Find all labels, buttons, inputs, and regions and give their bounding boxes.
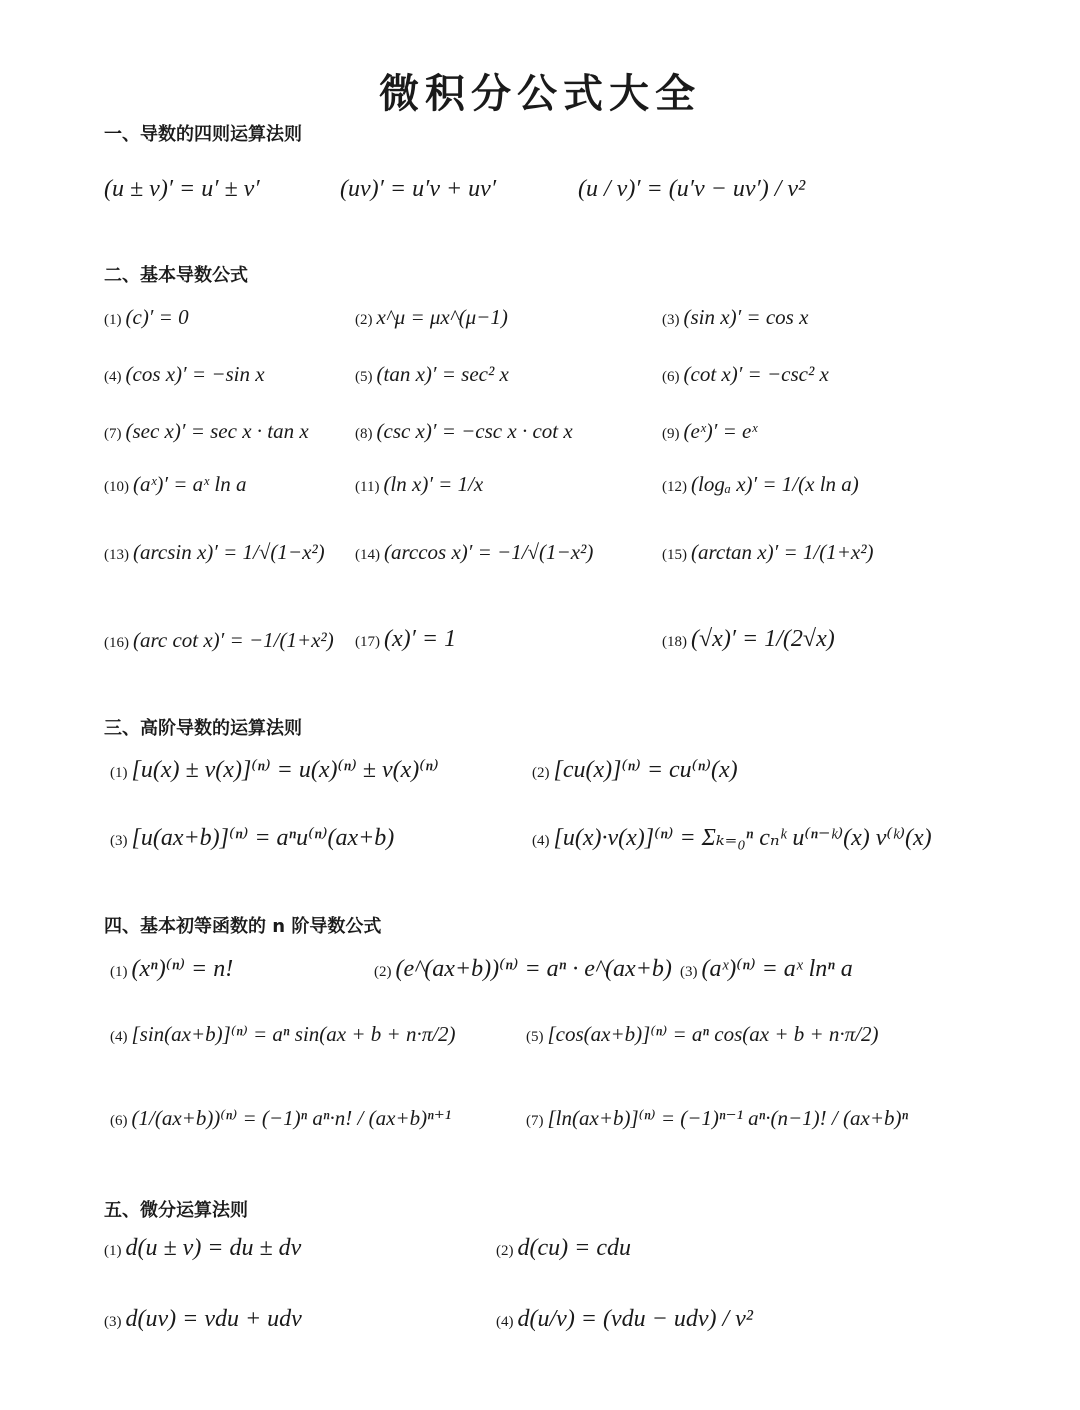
formula <box>662 419 757 444</box>
formula-text: (sec x)′ = sec x · tan x <box>125 419 309 443</box>
formula-text: (sin x)′ = cos x <box>683 305 809 329</box>
formula-number: (7) <box>526 1113 544 1129</box>
formula-number: (5) <box>526 1029 544 1045</box>
formula <box>526 1022 879 1047</box>
formula <box>104 1306 302 1333</box>
formula <box>578 176 805 203</box>
formula-text: [cos(ax+b)]⁽ⁿ⁾ = aⁿ cos(ax + b + n·π/2) <box>547 1022 879 1046</box>
formula <box>104 628 334 653</box>
formula-text: (1/(ax+b))⁽ⁿ⁾ = (−1)ⁿ aⁿ·n! / (ax+b)ⁿ⁺¹ <box>131 1106 452 1130</box>
formula-text: (cot x)′ = −csc² x <box>683 362 829 386</box>
formula-text: (√x)′ = 1/(2√x) <box>691 626 835 652</box>
formula-text: (cos x)′ = −sin x <box>125 362 265 386</box>
formula <box>104 362 265 387</box>
formula-number: (1) <box>110 964 128 980</box>
formula-text: [u(ax+b)]⁽ⁿ⁾ = aⁿu⁽ⁿ⁾(ax+b) <box>131 825 395 851</box>
formula-number: (7) <box>104 426 122 442</box>
formula-number: (3) <box>110 833 128 849</box>
formula-text: (e^(ax+b))⁽ⁿ⁾ = aⁿ · e^(ax+b) <box>395 956 672 982</box>
formula-text: d(cu) = cdu <box>517 1235 631 1261</box>
formula <box>110 823 394 852</box>
formula <box>662 362 829 387</box>
formula <box>374 954 672 983</box>
formula-number: (15) <box>662 547 687 563</box>
formula-number: (4) <box>532 833 550 849</box>
section-heading-2: 二、基本导数公式 <box>104 265 248 286</box>
formula <box>340 176 496 203</box>
formula-text: (ln x)′ = 1/x <box>383 472 484 496</box>
formula-text: (aˣ)⁽ⁿ⁾ = aˣ lnⁿ a <box>701 956 853 982</box>
formula <box>104 305 189 330</box>
formula <box>532 823 932 852</box>
formula-number: (1) <box>104 1243 122 1259</box>
formula-number: (3) <box>662 312 680 328</box>
formula <box>496 1306 753 1333</box>
formula-number: (2) <box>532 765 550 781</box>
formula-text: (csc x)′ = −csc x · cot x <box>376 419 573 443</box>
formula-text: (tan x)′ = sec² x <box>376 362 509 386</box>
formula-number: (3) <box>680 964 698 980</box>
formula-number: (2) <box>355 312 373 328</box>
formula-text: (xⁿ)⁽ⁿ⁾ = n! <box>131 956 234 982</box>
formula-text: [u(x)·v(x)]⁽ⁿ⁾ = Σₖ₌₀ⁿ cₙᵏ u⁽ⁿ⁻ᵏ⁾(x) v⁽ᵏ⁾(x) <box>553 825 932 851</box>
formula <box>662 540 873 565</box>
formula-number: (9) <box>662 426 680 442</box>
formula <box>110 954 233 983</box>
formula-number: (8) <box>355 426 373 442</box>
section-heading-1: 一、导数的四则运算法则 <box>104 124 302 145</box>
formula-text: d(u ± v) = du ± dv <box>125 1235 302 1261</box>
formula-text: (eˣ)′ = eˣ <box>683 419 758 443</box>
formula <box>355 305 508 330</box>
formula-text: (arc cot x)′ = −1/(1+x²) <box>133 628 334 652</box>
page-title: 微积分公式大全 <box>379 71 701 117</box>
formula-number: (10) <box>104 479 129 495</box>
formula <box>662 305 808 330</box>
formula-number: (12) <box>662 479 687 495</box>
formula-text: (uv)′ = u′v + uv′ <box>340 176 497 202</box>
formula-number: (2) <box>496 1243 514 1259</box>
formula <box>526 1106 908 1131</box>
formula <box>355 540 593 565</box>
formula-number: (4) <box>496 1314 514 1330</box>
formula <box>355 626 456 653</box>
formula <box>355 419 573 444</box>
section-heading-3: 三、高阶导数的运算法则 <box>104 718 302 739</box>
formula <box>496 1235 631 1262</box>
formula <box>110 1106 451 1131</box>
formula-text: [ln(ax+b)]⁽ⁿ⁾ = (−1)ⁿ⁻¹ aⁿ·(n−1)! / (ax+b)ⁿ <box>547 1106 909 1130</box>
formula-text: (x)′ = 1 <box>384 626 457 652</box>
formula <box>104 1235 301 1262</box>
formula-text: [sin(ax+b)]⁽ⁿ⁾ = aⁿ sin(ax + b + n·π/2) <box>131 1022 456 1046</box>
formula-number: (6) <box>110 1113 128 1129</box>
formula <box>110 755 439 784</box>
formula-text: (arctan x)′ = 1/(1+x²) <box>691 540 874 564</box>
formula-number: (3) <box>104 1314 122 1330</box>
formula <box>104 419 309 444</box>
formula <box>104 176 260 203</box>
formula-text: d(uv) = vdu + udv <box>125 1306 302 1332</box>
formula-number: (4) <box>104 369 122 385</box>
formula-number: (16) <box>104 635 129 651</box>
formula-number: (13) <box>104 547 129 563</box>
formula-number: (1) <box>104 312 122 328</box>
formula-text: [cu(x)]⁽ⁿ⁾ = cu⁽ⁿ⁾(x) <box>553 757 738 783</box>
formula-text: [u(x) ± v(x)]⁽ⁿ⁾ = u(x)⁽ⁿ⁾ ± v(x)⁽ⁿ⁾ <box>131 757 439 783</box>
formula-text: (aˣ)′ = aˣ ln a <box>133 472 247 496</box>
formula <box>355 362 509 387</box>
formula-text: (arccos x)′ = −1/√(1−x²) <box>384 540 594 564</box>
formula-number: (5) <box>355 369 373 385</box>
formula-text: (u / v)′ = (u′v − uv′) / v² <box>578 176 806 202</box>
formula-number: (4) <box>110 1029 128 1045</box>
formula-number: (14) <box>355 547 380 563</box>
formula-number: (11) <box>355 479 380 495</box>
formula-text: d(u/v) = (vdu − udv) / v² <box>517 1306 753 1332</box>
formula-text: (u ± v)′ = u′ ± v′ <box>104 176 260 202</box>
section-heading-5: 五、微分运算法则 <box>104 1200 248 1221</box>
formula-text: (logₐ x)′ = 1/(x ln a) <box>691 472 859 496</box>
formula <box>355 472 483 497</box>
formula-number: (1) <box>110 765 128 781</box>
formula <box>532 755 738 784</box>
formula-number: (2) <box>374 964 392 980</box>
formula-number: (18) <box>662 634 687 650</box>
formula-number: (6) <box>662 369 680 385</box>
formula <box>662 472 859 497</box>
formula <box>104 540 325 565</box>
formula <box>680 954 853 983</box>
formula <box>104 472 246 497</box>
section-heading-4: 四、基本初等函数的 n 阶导数公式 <box>104 916 382 937</box>
formula <box>110 1022 456 1047</box>
formula-text: (arcsin x)′ = 1/√(1−x²) <box>133 540 325 564</box>
formula-text: (c)′ = 0 <box>125 305 189 329</box>
formula <box>662 626 835 653</box>
formula-text: x^μ = μx^(μ−1) <box>376 305 508 329</box>
formula-number: (17) <box>355 634 380 650</box>
